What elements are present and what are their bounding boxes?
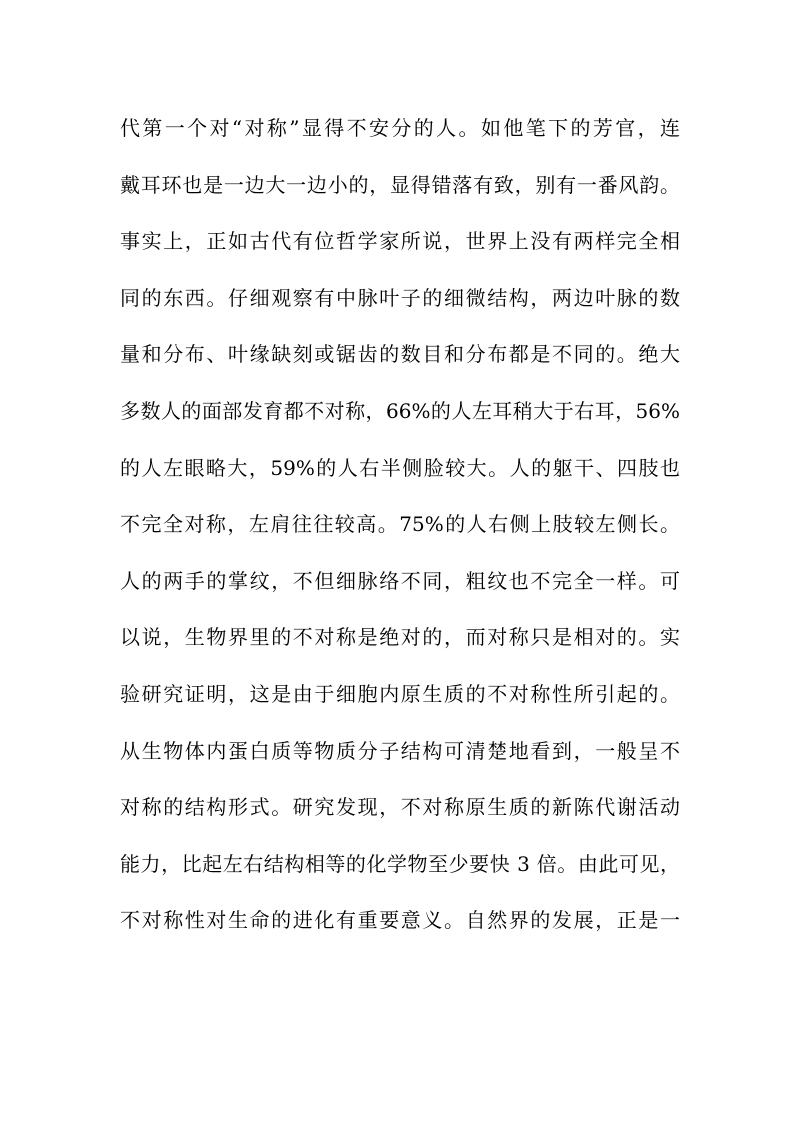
text-line: 对称的结构形式。研究发现，不对称原生质的新陈代谢活动 bbox=[120, 795, 680, 820]
text-line: 事实上，正如古代有位哲学家所说，世界上没有两样完全相 bbox=[120, 229, 680, 254]
text-line: 人的两手的掌纹，不但细脉络不同，粗纹也不完全一样。可 bbox=[120, 568, 680, 593]
text-line: 能力，比起左右结构相等的化学物至少要快 3 倍。由此可见， bbox=[120, 851, 680, 876]
text-line: 从生物体内蛋白质等物质分子结构可清楚地看到，一般呈不 bbox=[120, 738, 680, 763]
text-line: 以说，生物界里的不对称是绝对的，而对称只是相对的。实 bbox=[120, 625, 680, 650]
text-line: 不对称性对生命的进化有重要意义。自然界的发展，正是一 bbox=[120, 908, 680, 933]
text-line: 验研究证明，这是由于细胞内原生质的不对称性所引起的。 bbox=[120, 681, 680, 706]
text-line: 不完全对称，左肩往往较高。75%的人右侧上肢较左侧长。 bbox=[120, 512, 680, 537]
text-line: 同的东西。仔细观察有中脉叶子的细微结构，两边叶脉的数 bbox=[120, 285, 680, 310]
text-line: 代第一个对“对称”显得不安分的人。如他笔下的芳官，连 bbox=[120, 116, 680, 140]
text-line: 多数人的面部发育都不对称，66%的人左耳稍大于右耳，56% bbox=[120, 398, 680, 423]
text-line: 量和分布、叶缘缺刻或锯齿的数目和分布都是不同的。绝大 bbox=[120, 342, 680, 367]
text-line: 的人左眼略大，59%的人右半侧脸较大。人的躯干、四肢也 bbox=[120, 455, 680, 480]
text-line: 戴耳环也是一边大一边小的，显得错落有致，别有一番风韵。 bbox=[120, 172, 680, 197]
body-text bbox=[120, 108, 680, 957]
